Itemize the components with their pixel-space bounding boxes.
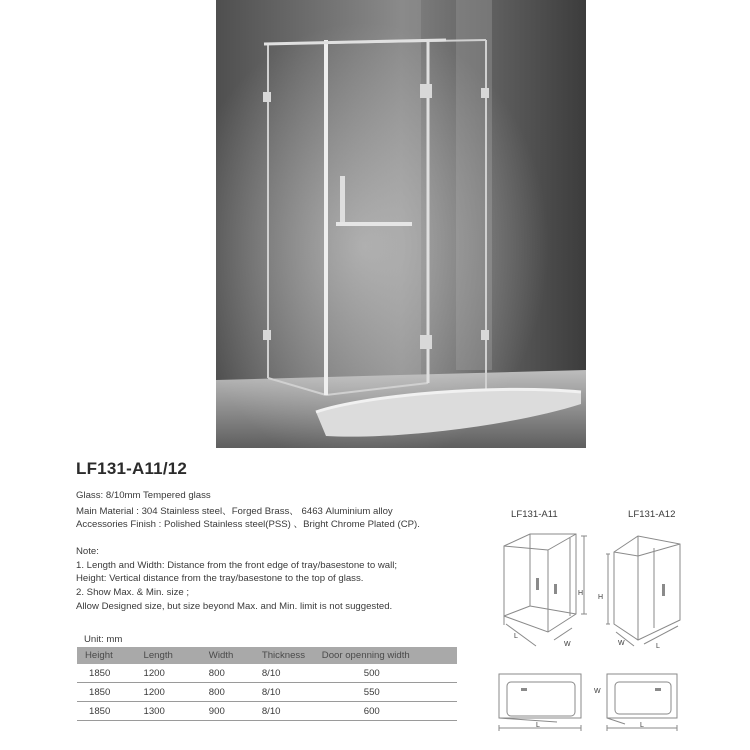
- dim-w-a11: W: [564, 641, 571, 648]
- spec-finish: Accessories Finish : Polished Stainless steel(PSS) 、Bright Chrome Plated (CP).: [76, 519, 420, 530]
- header-door-width: Door openning width: [322, 647, 457, 664]
- cell-length: 1300: [144, 702, 209, 721]
- dim-w-a12: W: [618, 640, 625, 647]
- cell-thickness: 8/10: [262, 664, 322, 683]
- size-table: [77, 647, 457, 721]
- header-length: Length: [144, 647, 209, 664]
- cell-width: 800: [209, 664, 262, 683]
- note-line-2: Height: Vertical distance from the tray/basestone to the top of glass.: [76, 573, 364, 584]
- cell-width: 800: [209, 683, 262, 702]
- header-width: Width: [209, 647, 262, 664]
- cell-door-width: 550: [322, 683, 457, 702]
- note-heading: Note:: [76, 546, 99, 557]
- product-title: LF131-A11/12: [76, 459, 188, 478]
- table-row: [77, 683, 457, 702]
- dim-h-a12: H: [598, 594, 604, 601]
- header-thickness: Thickness: [262, 647, 322, 664]
- cell-height: 1850: [77, 683, 144, 702]
- cell-door-width: 600: [322, 702, 457, 721]
- unit-label: Unit: mm: [84, 634, 123, 645]
- table-row: [77, 702, 457, 721]
- spec-glass: Glass: 8/10mm Tempered glass: [76, 490, 211, 501]
- note-line-3: 2. Show Max. & Min. size ;: [76, 587, 190, 598]
- header-height: Height: [77, 647, 144, 664]
- cell-door-width: 500: [322, 664, 457, 683]
- cell-length: 1200: [144, 683, 209, 702]
- dim-l-a12: L: [656, 643, 660, 650]
- diagram-label-a12: LF131-A12: [628, 509, 676, 520]
- a11-plan-diagram: [497, 672, 587, 734]
- cell-width: 900: [209, 702, 262, 721]
- dim-w-plan: W: [594, 688, 601, 695]
- table-row: [77, 664, 457, 683]
- dim-l-plan-a11: L: [536, 722, 540, 729]
- cell-thickness: 8/10: [262, 683, 322, 702]
- dim-h-a11: H: [578, 590, 584, 597]
- spec-material: Main Material : 304 Stainless steel、Forged Brass、 6463 Aluminium alloy: [76, 506, 393, 517]
- cell-length: 1200: [144, 664, 209, 683]
- dim-l-a11: L: [514, 633, 518, 640]
- note-line-1: 1. Length and Width: Distance from the front edge of tray/basestone to wall;: [76, 560, 398, 571]
- note-line-4: Allow Designed size, but size beyond Max. and Min. limit is not suggested.: [76, 601, 393, 612]
- diagram-label-a11: LF131-A11: [511, 509, 558, 520]
- dim-l-plan-a12: L: [640, 722, 644, 729]
- product-photo: [216, 0, 586, 448]
- cell-thickness: 8/10: [262, 702, 322, 721]
- table-header-row: [77, 647, 457, 664]
- cell-height: 1850: [77, 664, 144, 683]
- a12-elevation-diagram: [606, 528, 696, 658]
- cell-height: 1850: [77, 702, 144, 721]
